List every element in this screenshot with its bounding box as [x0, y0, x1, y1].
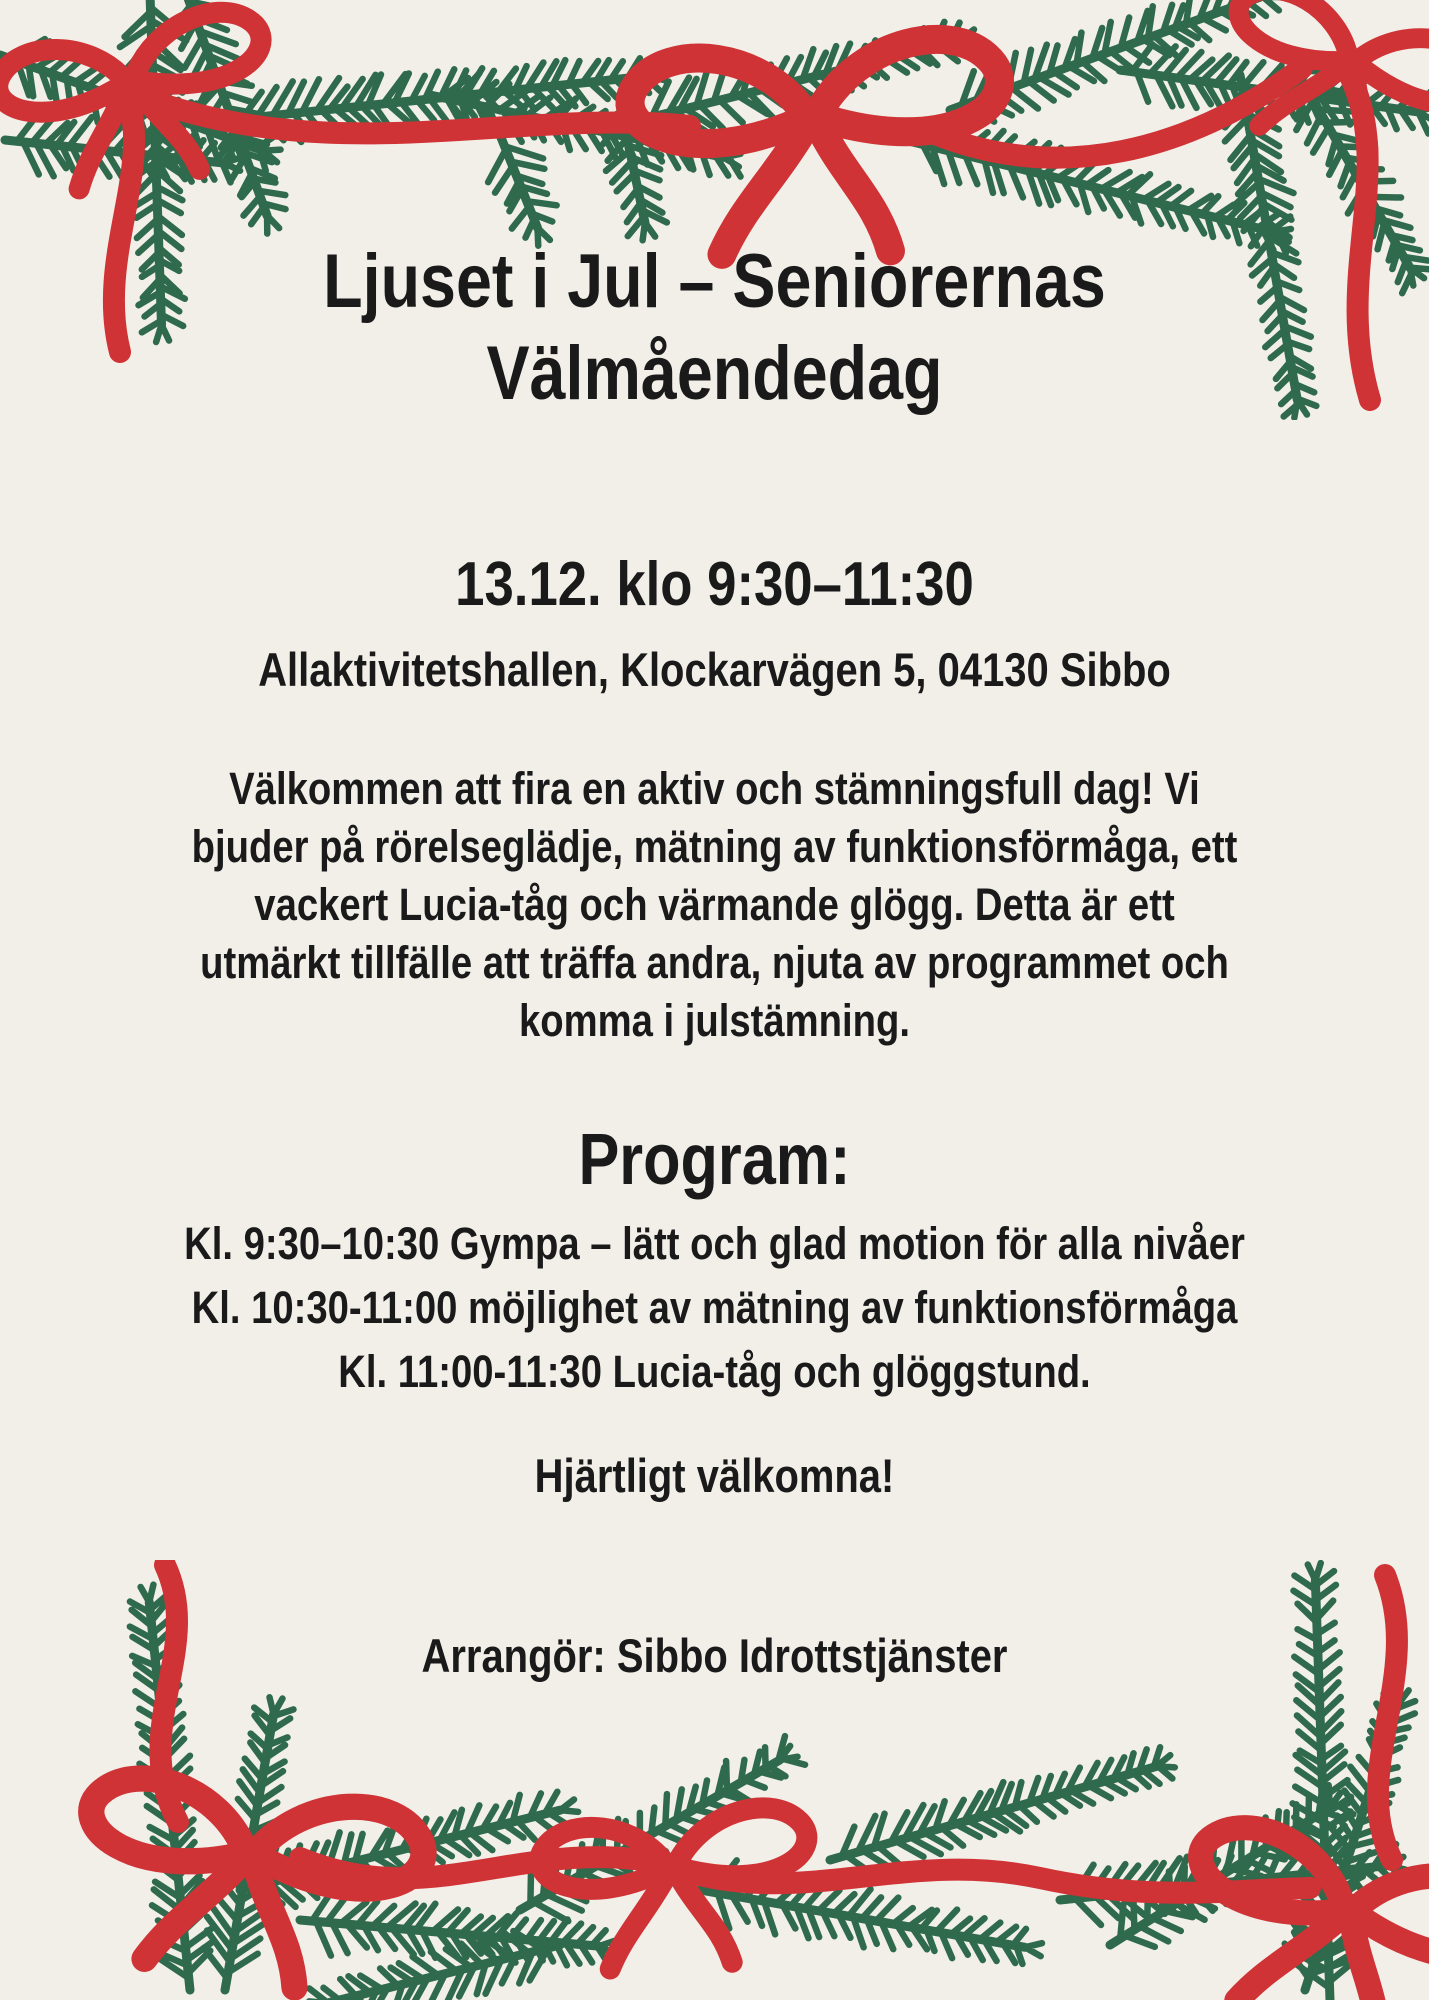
intro-line: bjuder på rörelseglädje, mätning av funktionsförmåga, ett	[191, 821, 1238, 872]
intro-line: komma i julstämning.	[518, 995, 911, 1046]
program-item: Kl. 11:00-11:30 Lucia-tåg och glöggstund.	[338, 1346, 1091, 1397]
intro-line: vackert Lucia-tåg och värmande glögg. Detta är ett	[254, 879, 1175, 930]
program-list	[107, 1212, 1322, 1404]
intro-line: Välkommen att fira en aktiv och stämningsfull dag! Vi	[229, 763, 1200, 814]
intro-line: utmärkt tillfälle att träffa andra, njuta av programmet och	[200, 937, 1229, 988]
red-bow-icon	[71, 1769, 429, 2000]
program-item: Kl. 9:30–10:30 Gympa – lätt och glad motion för alla nivåer	[184, 1218, 1245, 1269]
event-location: Allaktivitetshallen, Klockarvägen 5, 04130 Sibbo	[258, 643, 1171, 696]
event-title-line2: Välmåendedag	[486, 331, 943, 416]
closing-message: Hjärtligt välkomna!	[534, 1449, 895, 1502]
organizer-credit: Arrangör: Sibbo Idrottstjänster	[421, 1629, 1008, 1682]
bottom-garland-decoration	[0, 1560, 1429, 2000]
program-heading: Program:	[578, 1120, 851, 1200]
program-item: Kl. 10:30-11:00 möjlighet av mätning av funktionsförmåga	[191, 1282, 1238, 1333]
event-title-line1: Ljuset i Jul – Seniorernas	[323, 239, 1106, 324]
intro-paragraph	[107, 760, 1322, 1050]
red-ribbon	[1378, 1575, 1397, 1860]
event-title	[107, 236, 1322, 420]
event-datetime: 13.12. klo 9:30–11:30	[455, 550, 974, 619]
